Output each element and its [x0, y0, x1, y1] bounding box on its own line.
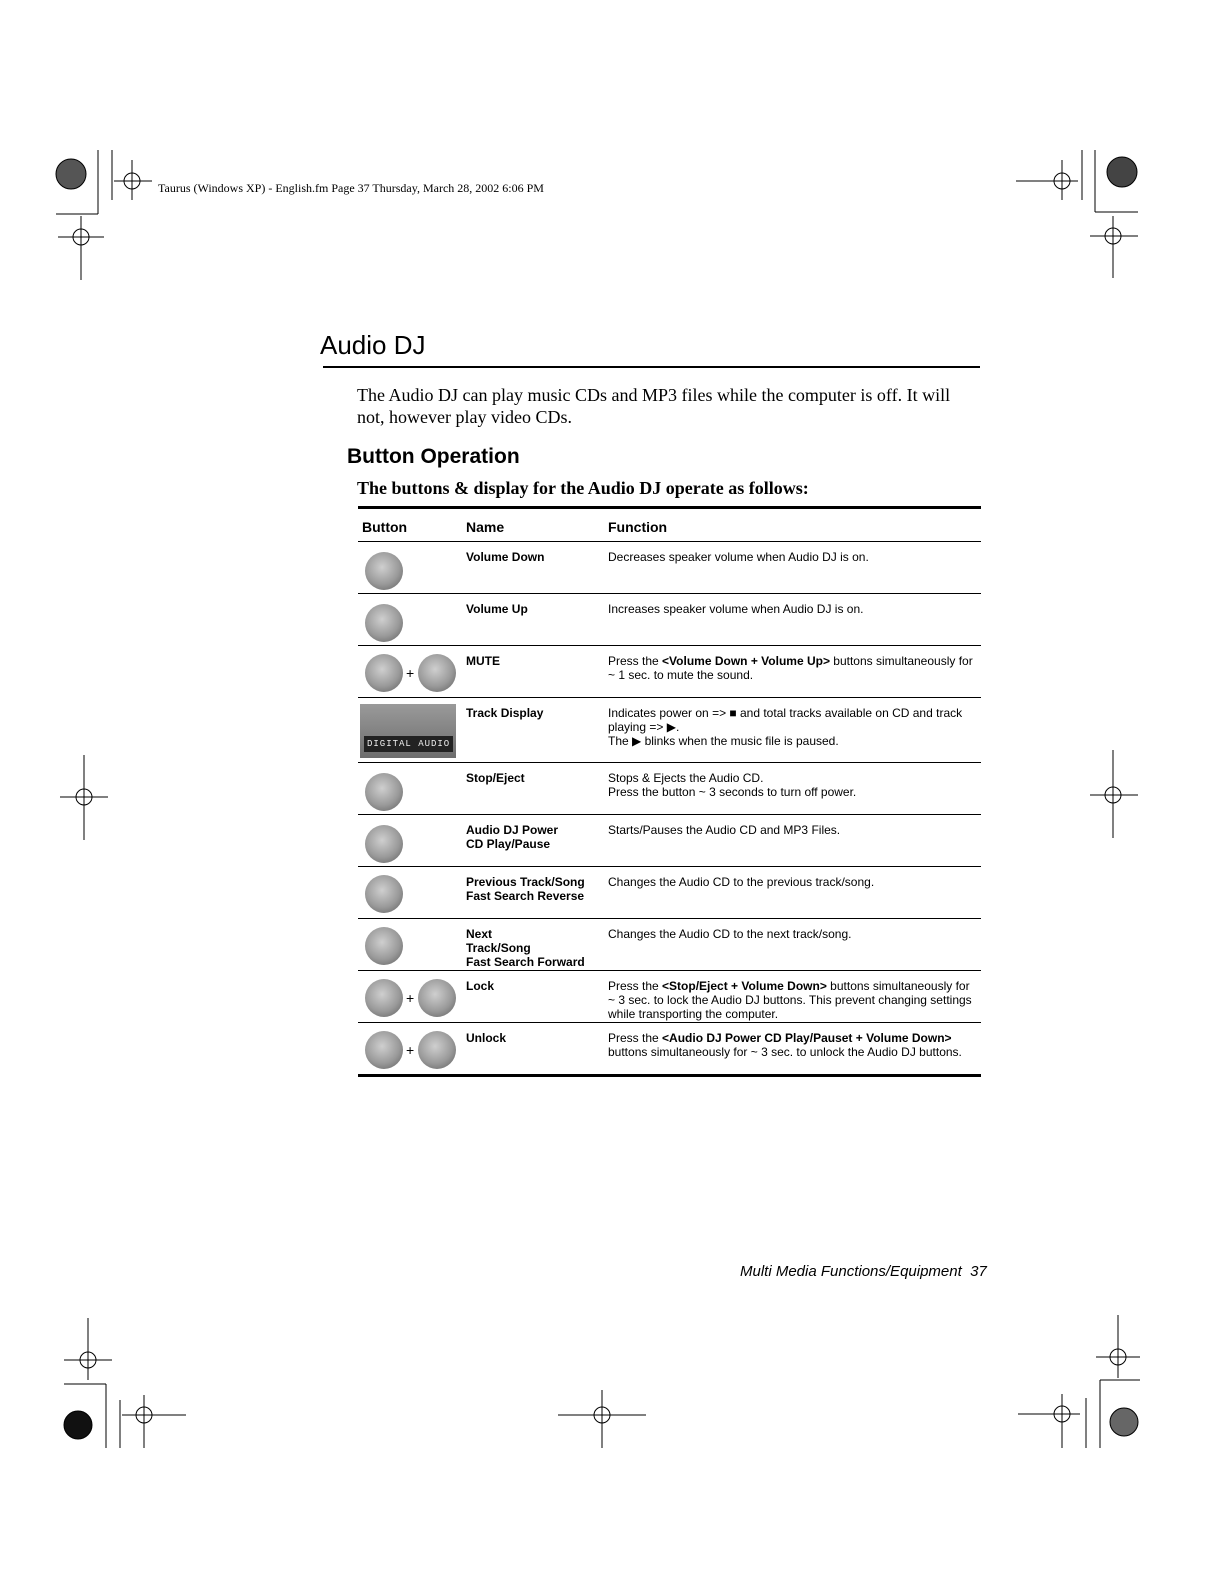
title-rule [323, 366, 980, 368]
lcd-label: DIGITAL AUDIO [364, 736, 453, 752]
button-image [360, 596, 460, 642]
col-header-name: Name [466, 519, 505, 535]
col-header-button: Button [362, 519, 408, 535]
table-row [358, 1023, 981, 1077]
row-function: Press the <Audio DJ Power CD Play/Pauset + Volume Down> buttons simultaneously for ~ 3 sec. to unlock the Audio DJ buttons. [608, 1031, 962, 1059]
table-caption: The buttons & display for the Audio DJ operate as follows: [357, 478, 809, 498]
volume-down-button-icon [365, 552, 403, 590]
section-heading: Button Operation [347, 445, 520, 468]
page-footer [740, 1263, 987, 1280]
button-image [360, 869, 460, 915]
row-function: Press the <Stop/Eject + Volume Down> buttons simultaneously for ~ 3 sec. to lock the Audio DJ buttons. This prevent changing settings while transporting the computer. [608, 979, 972, 1021]
stop-eject-button-icon [365, 979, 403, 1017]
intro-paragraph: The Audio DJ can play music CDs and MP3 files while the computer is off. It will not, however play video CDs. [357, 385, 951, 427]
volume-down-button-icon [418, 1031, 456, 1069]
button-table [358, 506, 981, 1077]
page-title: Audio DJ [320, 330, 426, 360]
row-function: Changes the Audio CD to the next track/song. [608, 927, 852, 941]
row-function: Decreases speaker volume when Audio DJ is on. [608, 550, 869, 564]
running-header: Taurus (Windows XP) - English.fm Page 37 Thursday, March 28, 2002 6:06 PM [158, 181, 544, 195]
volume-up-button-icon [365, 604, 403, 642]
plus-sign: + [406, 1042, 415, 1058]
table-row [358, 542, 981, 594]
table-row [358, 971, 981, 1023]
row-function: Stops & Ejects the Audio CD. Press the button ~ 3 seconds to turn off power. [608, 771, 857, 799]
previous-track-button-icon [365, 875, 403, 913]
table-row [358, 698, 981, 763]
row-name: Next Track/Song Fast Search Forward [466, 927, 585, 969]
button-image [360, 817, 460, 863]
table-row [358, 815, 981, 867]
row-function: Changes the Audio CD to the previous track/song. [608, 875, 875, 889]
row-function: Press the <Volume Down + Volume Up> buttons simultaneously for ~ 1 sec. to mute the sound. [608, 654, 973, 682]
row-name: Track Display [466, 706, 544, 720]
row-name: Lock [466, 979, 495, 993]
table-row [358, 919, 981, 971]
row-name: MUTE [466, 654, 500, 668]
volume-down-button-icon [365, 654, 403, 692]
track-display-lcd [360, 704, 456, 758]
button-image [360, 973, 460, 1019]
button-image [360, 700, 460, 749]
plus-sign: + [406, 990, 415, 1006]
table-header [358, 509, 981, 542]
volume-up-button-icon [418, 654, 456, 692]
footer-section: Multi Media Functions/Equipment [740, 1263, 962, 1280]
button-image [360, 921, 460, 967]
volume-down-button-icon [418, 979, 456, 1017]
button-image [360, 1025, 460, 1071]
next-track-button-icon [365, 927, 403, 965]
row-name: Audio DJ Power CD Play/Pause [466, 823, 559, 851]
row-function: Increases speaker volume when Audio DJ is on. [608, 602, 864, 616]
page-number: 37 [970, 1263, 987, 1280]
row-name: Stop/Eject [466, 771, 525, 785]
col-header-function: Function [608, 519, 668, 535]
power-play-button-icon [365, 825, 403, 863]
row-function: Starts/Pauses the Audio CD and MP3 Files. [608, 823, 841, 837]
table-row [358, 646, 981, 698]
row-name: Previous Track/Song Fast Search Reverse [466, 875, 585, 903]
power-play-button-icon [365, 1031, 403, 1069]
row-name: Volume Down [466, 550, 545, 564]
table-row [358, 763, 981, 815]
stop-eject-button-icon [365, 773, 403, 811]
plus-sign: + [406, 665, 415, 681]
button-image [360, 544, 460, 590]
button-image [360, 765, 460, 811]
row-name: Volume Up [466, 602, 528, 616]
row-function: Indicates power on => ■ and total tracks available on CD and track playing => ▶. The ▶ blinks when the music file is paused. [608, 706, 963, 748]
button-image [360, 648, 460, 694]
row-name: Unlock [466, 1031, 507, 1045]
table-row [358, 867, 981, 919]
table-row [358, 594, 981, 646]
